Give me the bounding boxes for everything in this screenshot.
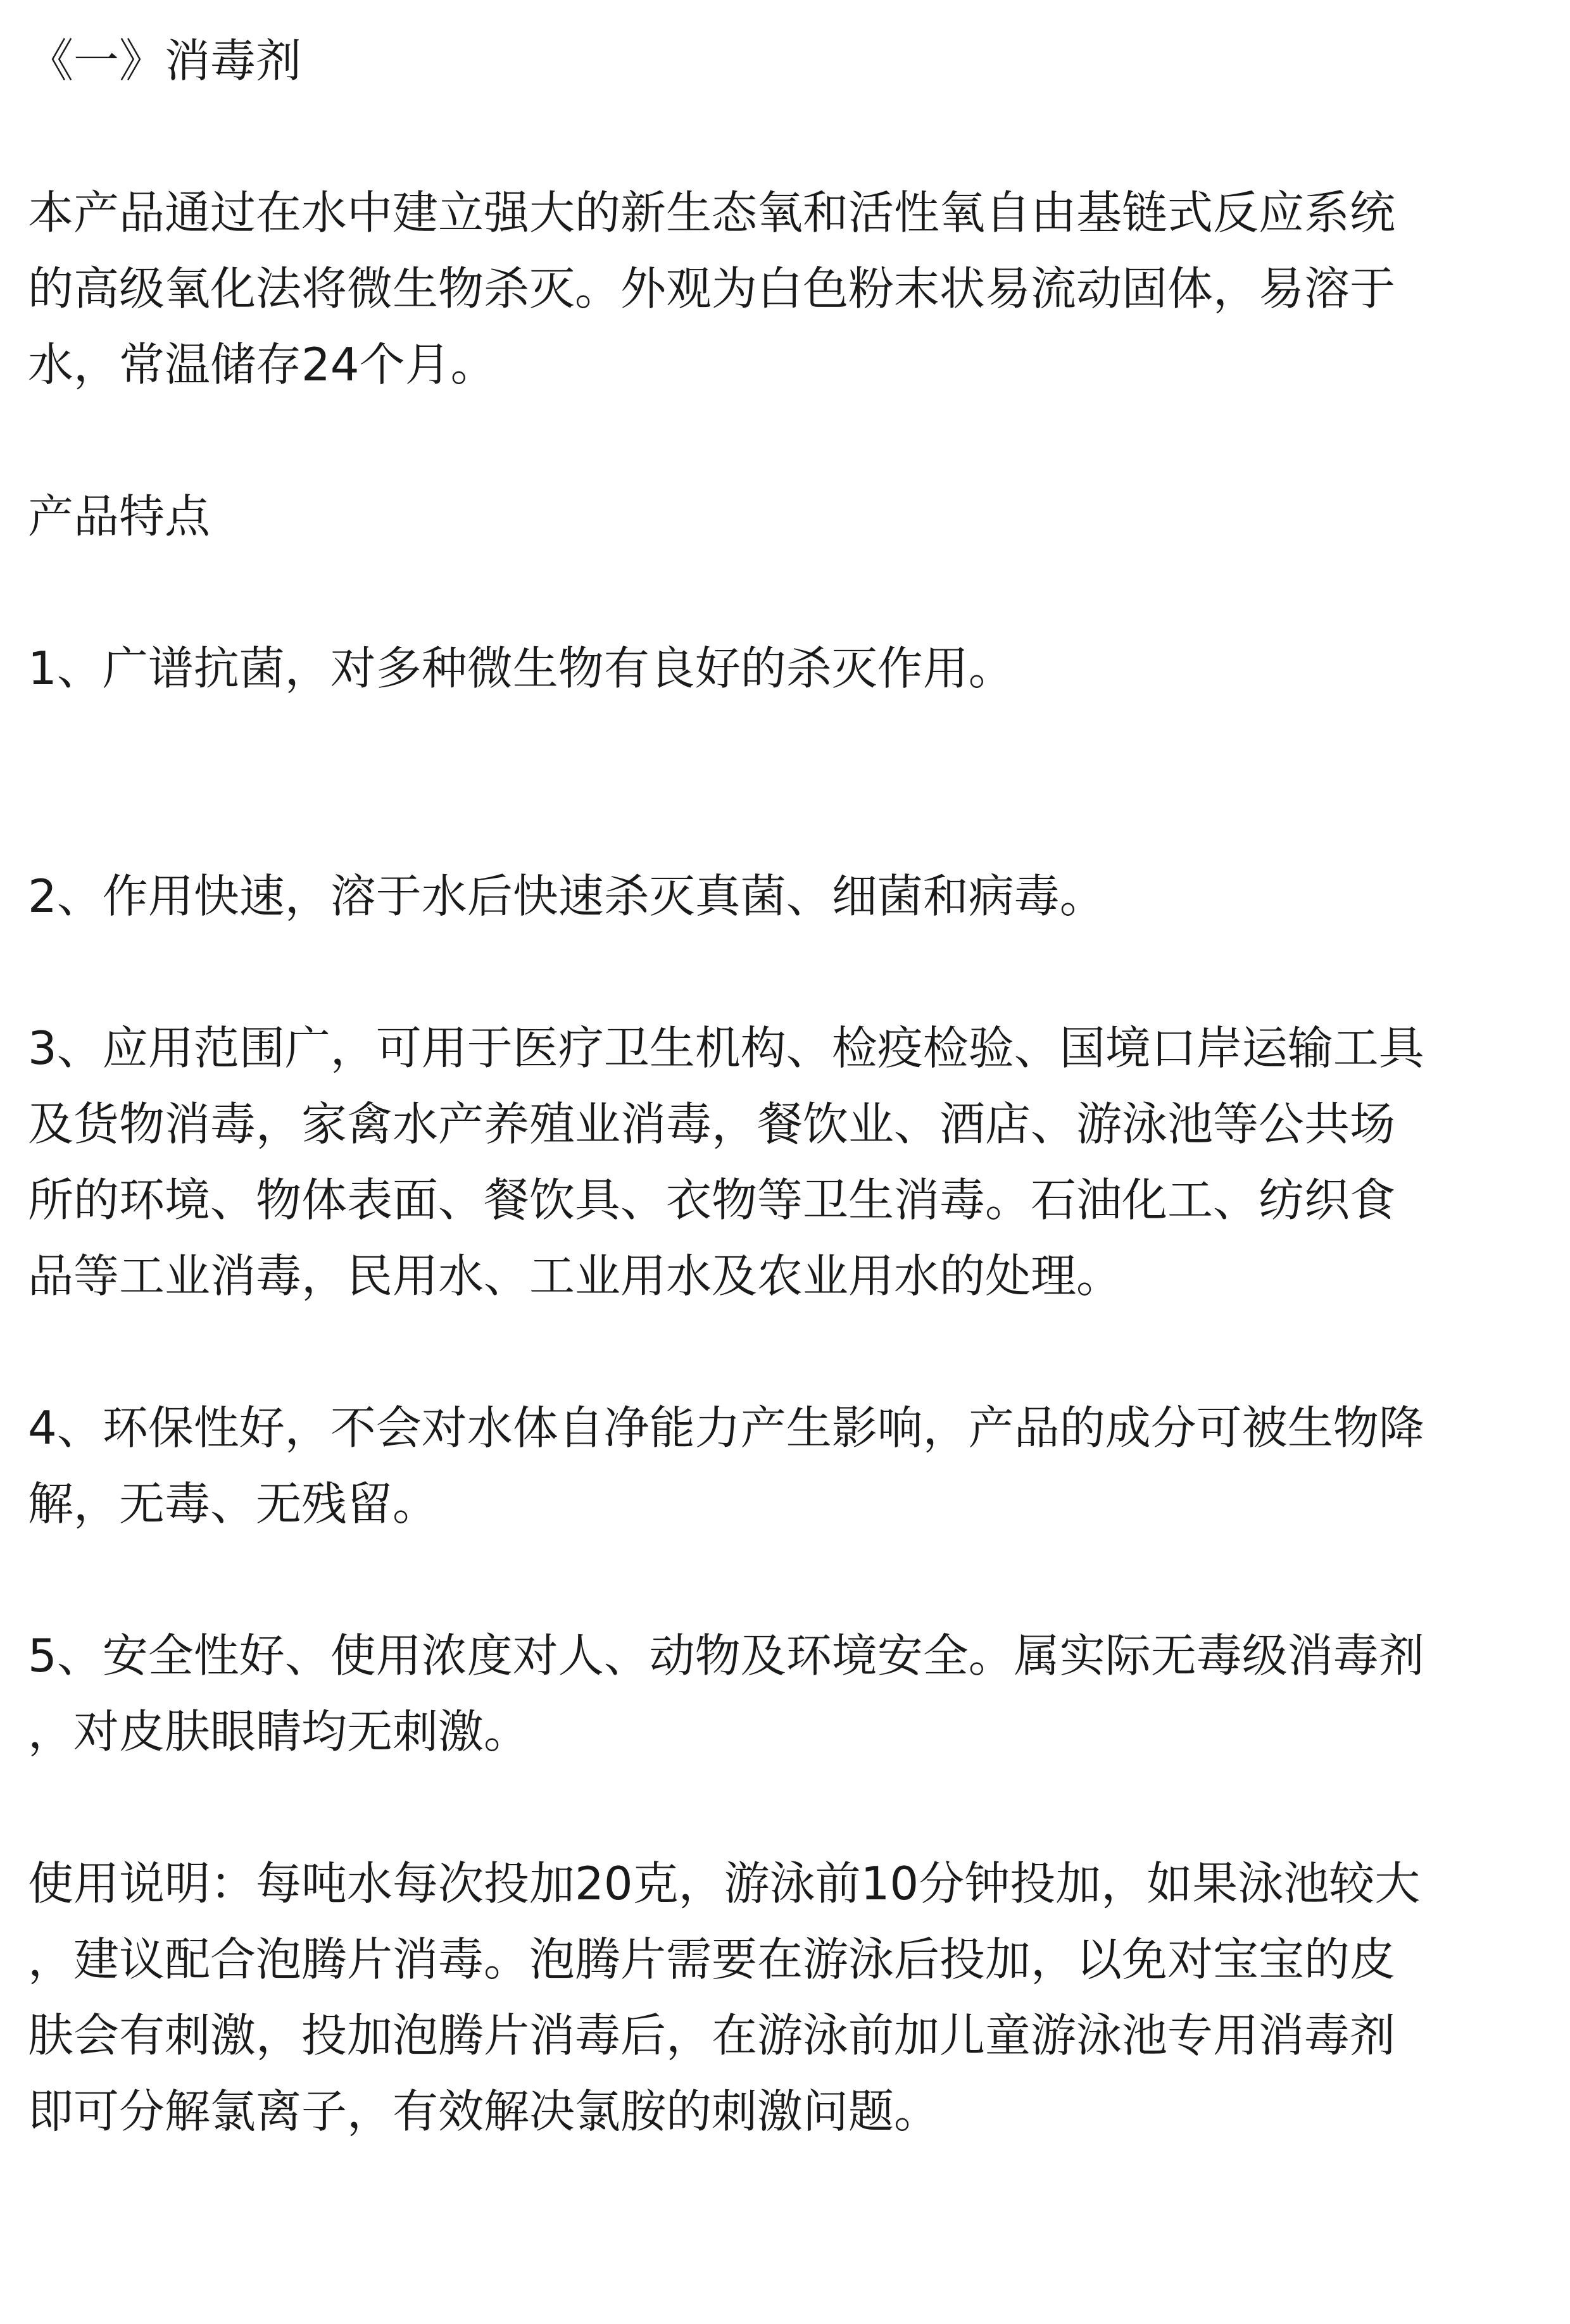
intro-line-2: 的高级氧化法将微生物杀灭。外观为白色粉末状易流动固体，易溶于 <box>28 262 1396 315</box>
feature-4-line-1: 4、环保性好，不会对水体自净能力产生影响，产品的成分可被生物降 <box>28 1401 1424 1454</box>
usage-line-1: 使用说明：每吨水每次投加20克，游泳前10分钟投加，如果泳池较大 <box>28 1857 1421 1910</box>
intro-line-3: 水，常温储存24个月。 <box>28 338 496 391</box>
usage-line-3: 肤会有刺激，投加泡腾片消毒后，在游泳前加儿童游泳池专用消毒剂 <box>28 2009 1396 2062</box>
feature-3-line-1: 3、应用范围广，可用于医疗卫生机构、检疫检验、国境口岸运输工具 <box>28 1021 1424 1075</box>
feature-3-line-2: 及货物消毒，家禽水产养殖业消毒，餐饮业、酒店、游泳池等公共场 <box>28 1097 1396 1151</box>
feature-2-line-1: 2、作用快速，溶于水后快速杀灭真菌、细菌和病毒。 <box>28 870 1105 923</box>
feature-3-line-4: 品等工业消毒，民用水、工业用水及农业用水的处理。 <box>28 1249 1122 1303</box>
section-heading: 《一》消毒剂 <box>28 34 302 87</box>
intro-line-1: 本产品通过在水中建立强大的新生态氧和活性氧自由基链式反应系统 <box>28 186 1396 239</box>
usage-line-4: 即可分解氯离子，有效解决氯胺的刺激问题。 <box>28 2085 940 2138</box>
features-title: 产品特点 <box>28 490 211 543</box>
feature-4-line-2: 解，无毒、无残留。 <box>28 1477 439 1530</box>
feature-3-line-3: 所的环境、物体表面、餐饮具、衣物等卫生消毒。石油化工、纺织食 <box>28 1173 1396 1227</box>
usage-line-2: ，建议配合泡腾片消毒。泡腾片需要在游泳后投加，以免对宝宝的皮 <box>28 1933 1396 1986</box>
feature-1-line-1: 1、广谱抗菌，对多种微生物有良好的杀灭作用。 <box>28 642 1014 695</box>
feature-5-line-1: 5、安全性好、使用浓度对人、动物及环境安全。属实际无毒级消毒剂 <box>28 1629 1424 1682</box>
feature-5-line-2: ，对皮肤眼睛均无刺激。 <box>28 1705 530 1758</box>
